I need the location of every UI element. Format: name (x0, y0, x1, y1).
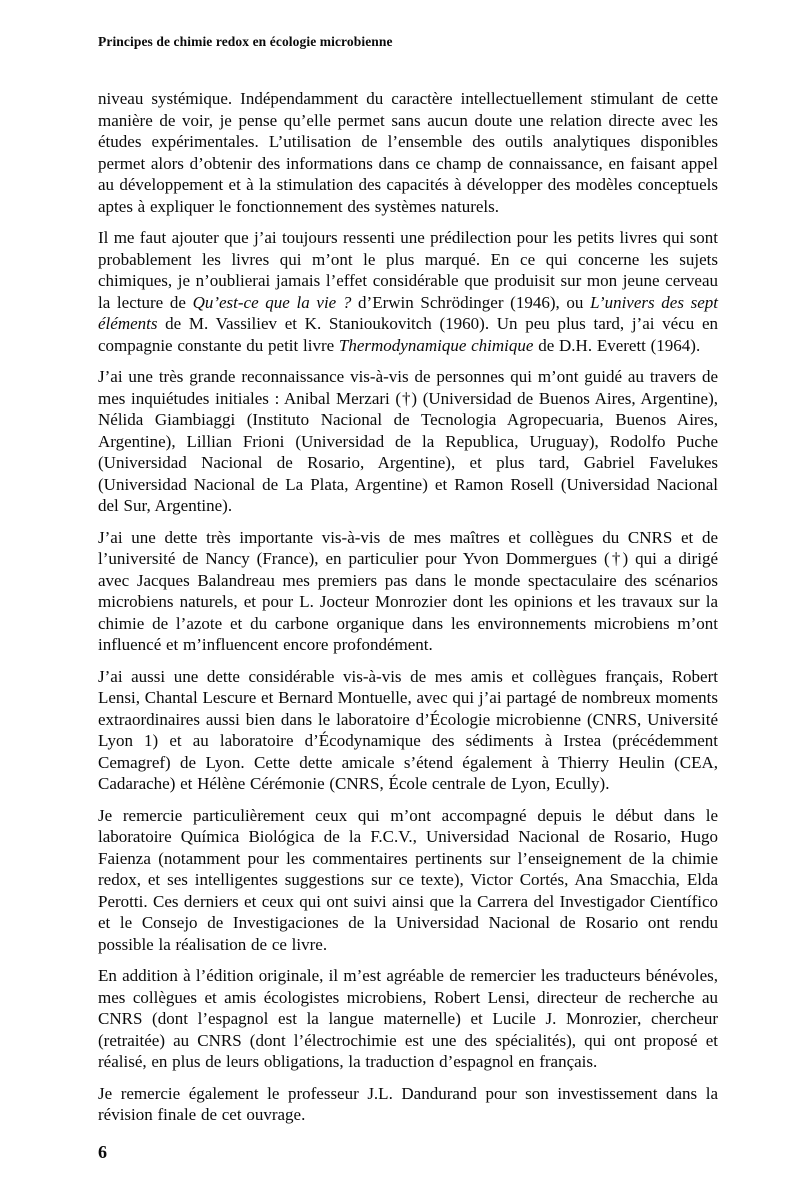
paragraph (98, 366, 718, 517)
italic-text-segment: Qu’est-ce que la vie ? (192, 292, 352, 312)
paragraph (98, 227, 718, 356)
paragraph (98, 1083, 718, 1126)
body-text (98, 88, 718, 1126)
paragraph (98, 527, 718, 656)
text-segment: de D.H. Everett (1964). (533, 335, 701, 355)
running-header: Principes de chimie redox en écologie microbienne (98, 34, 393, 49)
text-segment: Il me faut ajouter que j’ai toujours ressenti une prédilection pour les petits livres qui sont probablement les livres qui m’ont le plus marqué. En ce qui concerne les sujets chimiques, je n’oublierai jamais l’effet considérable que produisit sur mon jeune cerveau la lecture de (98, 228, 718, 312)
text-segment: niveau systémique. Indépendamment du caractère intellectuellement stimulant de cette manière de voir, je pense qu’elle permet sans aucun doute une relation directe avec les études expérimentales. L’utilisation de l’ensemble des outils analytiques disponibles permet alors d’obtenir des informations dans ce champ de connaissance, en faisant appel au développement et à la stimulation des capacités à développer des modèles conceptuels aptes à expliquer le fonctionnement des systèmes naturels. (98, 89, 718, 216)
page-number: 6 (98, 1142, 107, 1162)
paragraph (98, 666, 718, 795)
text-segment: J’ai une très grande reconnaissance vis-à-vis de personnes qui m’ont guidé au travers de mes inquiétudes initiales : Anibal Merzari (†) (Universidad de Buenos Aires, Argentine), Nélida Giambiaggi (Instituto Nacional de Tecnologia Agropecuaria, Buenos Aires, Argentine), Lillian Frioni (Universidad de la Republica, Uruguay), Rodolfo Puche (Universidad Nacional de Rosario, Argentine), et plus tard, Gabriel Favelukes (Universidad Nacional de La Plata, Argentine) et Ramon Rosell (Universidad Nacional del Sur, Argentine). (98, 367, 718, 515)
italic-text-segment: L’univers des sept éléments (98, 292, 718, 333)
paragraph (98, 965, 718, 1073)
paragraph (98, 88, 718, 217)
text-segment: En addition à l’édition originale, il m’est agréable de remercier les traducteurs bénévoles, mes collègues et amis écologistes microbiens, Robert Lensi, directeur de recherche au CNRS (dont l’espagnol est la langue maternelle) et Lucile J. Monrozier, chercheur (retraitée) au CNRS (dont l’électrochimie est une des spécialités), qui ont proposé et réalisé, en plus de leurs obligations, la traduction d’espagnol en français. (98, 966, 718, 1071)
paragraph (98, 805, 718, 956)
text-segment: Je remercie particulièrement ceux qui m’ont accompagné depuis le début dans le laboratoire Química Biológica de la F.C.V., Universidad Nacional de Rosario, Hugo Faienza (notamment pour les commentaires pertinents sur l’enseignement de la chimie redox, et ses intelligentes suggestions sur ce texte), Victor Cortés, Ana Smacchia, Elda Perotti. Ces derniers et ceux qui ont suivi ainsi que la Carrera del Investigador Científico et le Consejo de Investigaciones de la Universidad Nacional de Rosario ont rendu possible la réalisation de ce livre. (98, 805, 718, 954)
text-segment: de M. Vassiliev et K. Stanioukovitch (1960). Un peu plus tard, j’ai vécu en compagnie constante du petit livre (98, 314, 718, 355)
text-segment: d’Erwin Schrödinger (1946), ou (351, 292, 591, 312)
italic-text-segment: Thermodynamique chimique (338, 335, 534, 355)
text-segment: Je remercie également le professeur J.L. Dandurand pour son investissement dans la révision finale de cet ouvrage. (98, 1083, 718, 1124)
text-segment: J’ai aussi une dette considérable vis-à-vis de mes amis et collègues français, Robert Lensi, Chantal Lescure et Bernard Montuelle, avec qui j’ai partagé de nombreux moments extraordinaires aussi bien dans le laboratoire d’Écologie microbienne (CNRS, Université Lyon 1) et au laboratoire d’Écodynamique des sédiments à Irstea (précédemment Cemagref) de Lyon. Cette dette amicale s’étend également à Thierry Heulin (CEA, Cadarache) et Hélène Cérémonie (CNRS, École centrale de Lyon, Ecully). (98, 666, 718, 793)
text-segment: J’ai une dette très importante vis-à-vis de mes maîtres et collègues du CNRS et de l’université de Nancy (France), en particulier pour Yvon Dommergues (†) qui a dirigé avec Jacques Balandreau mes premiers pas dans le monde spectaculaire des scénarios microbiens naturels, et pour L. Jocteur Monrozier dont les opinions et les travaux sur la chimie de l’azote et du carbone organique dans les environnements microbiens m’ont influencé et m’influencent encore profondément. (98, 527, 718, 654)
